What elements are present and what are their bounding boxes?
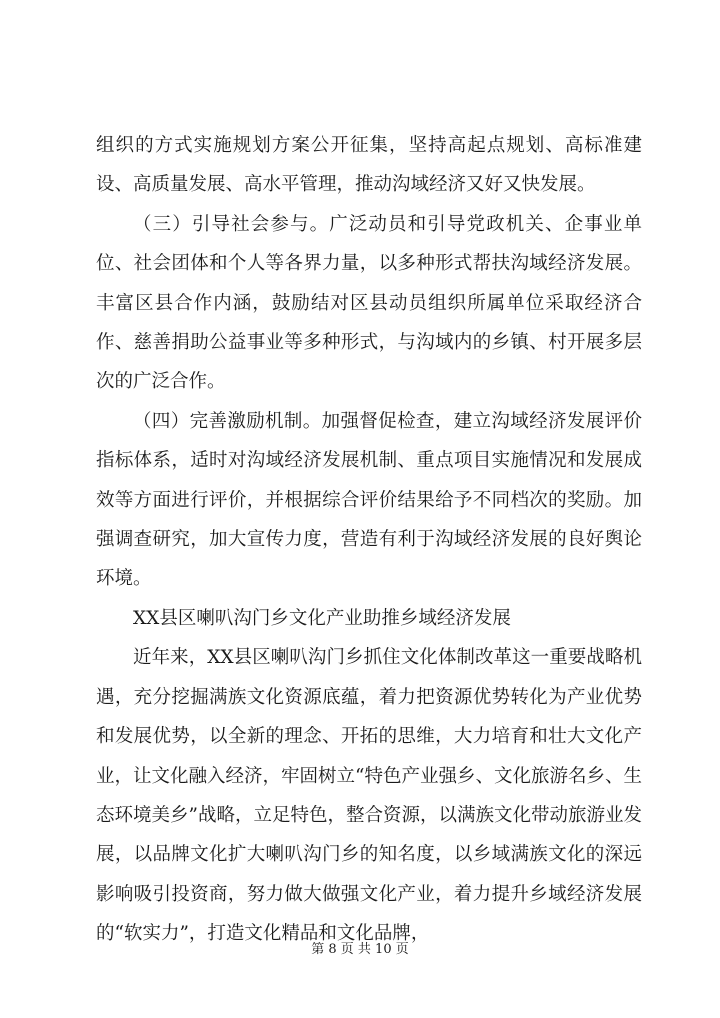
paragraph-incentive-mechanism: （四）完善激励机制。加强督促检查，建立沟域经济发展评价指标体系，适时对沟域经济发展机制、重点项目实施情况和发展成效等方面进行评价，并根据综合评价结果给予不同档次的奖励。加强调查研究，加大宣传力度，营造有利于沟域经济发展的良好舆论环境。 bbox=[96, 410, 642, 590]
section-title: XX县区喇叭沟门乡文化产业助推乡域经济发展 bbox=[133, 607, 511, 629]
paragraph-culture-industry: 近年来，XX县区喇叭沟门乡抓住文化体制改革这一重要战略机遇，充分挖掘满族文化资源底蕴，着力把资源优势转化为产业优势和发展优势，以全新的理念、开拓的思维，大力培育和壮大文化产业，让文化融入经济，牢固树立“特色产业强乡、文化旅游名乡、生态环境美乡”战略，立足特色，整合资源，以满族文化带动旅游业发展，以品牌文化扩大喇叭沟门乡的知名度，以乡域满族文化的深远影响吸引投资商，努力做大做强文化产业，着力提升乡域经济发展的“软实力”，打造文化精品和文化品牌， bbox=[96, 647, 642, 945]
document-body bbox=[96, 126, 642, 954]
paragraph-social-participation: （三）引导社会参与。广泛动员和引导党政机关、企事业单位、社会团体和个人等各界力量，以多种形式帮扶沟域经济发展。丰富区县合作内涵，鼓励结对区县动员组织所属单位采取经济合作、慈善捐助公益事业等多种形式，与沟域内的乡镇、村开展多层次的广泛合作。 bbox=[96, 213, 642, 393]
page-footer: 第 8 页 共 10 页 bbox=[311, 942, 409, 957]
paragraph-continuation: 组织的方式实施规划方案公开征集，坚持高起点规划、高标准建设、高质量发展、高水平管理，推动沟域经济又好又快发展。 bbox=[96, 135, 642, 196]
